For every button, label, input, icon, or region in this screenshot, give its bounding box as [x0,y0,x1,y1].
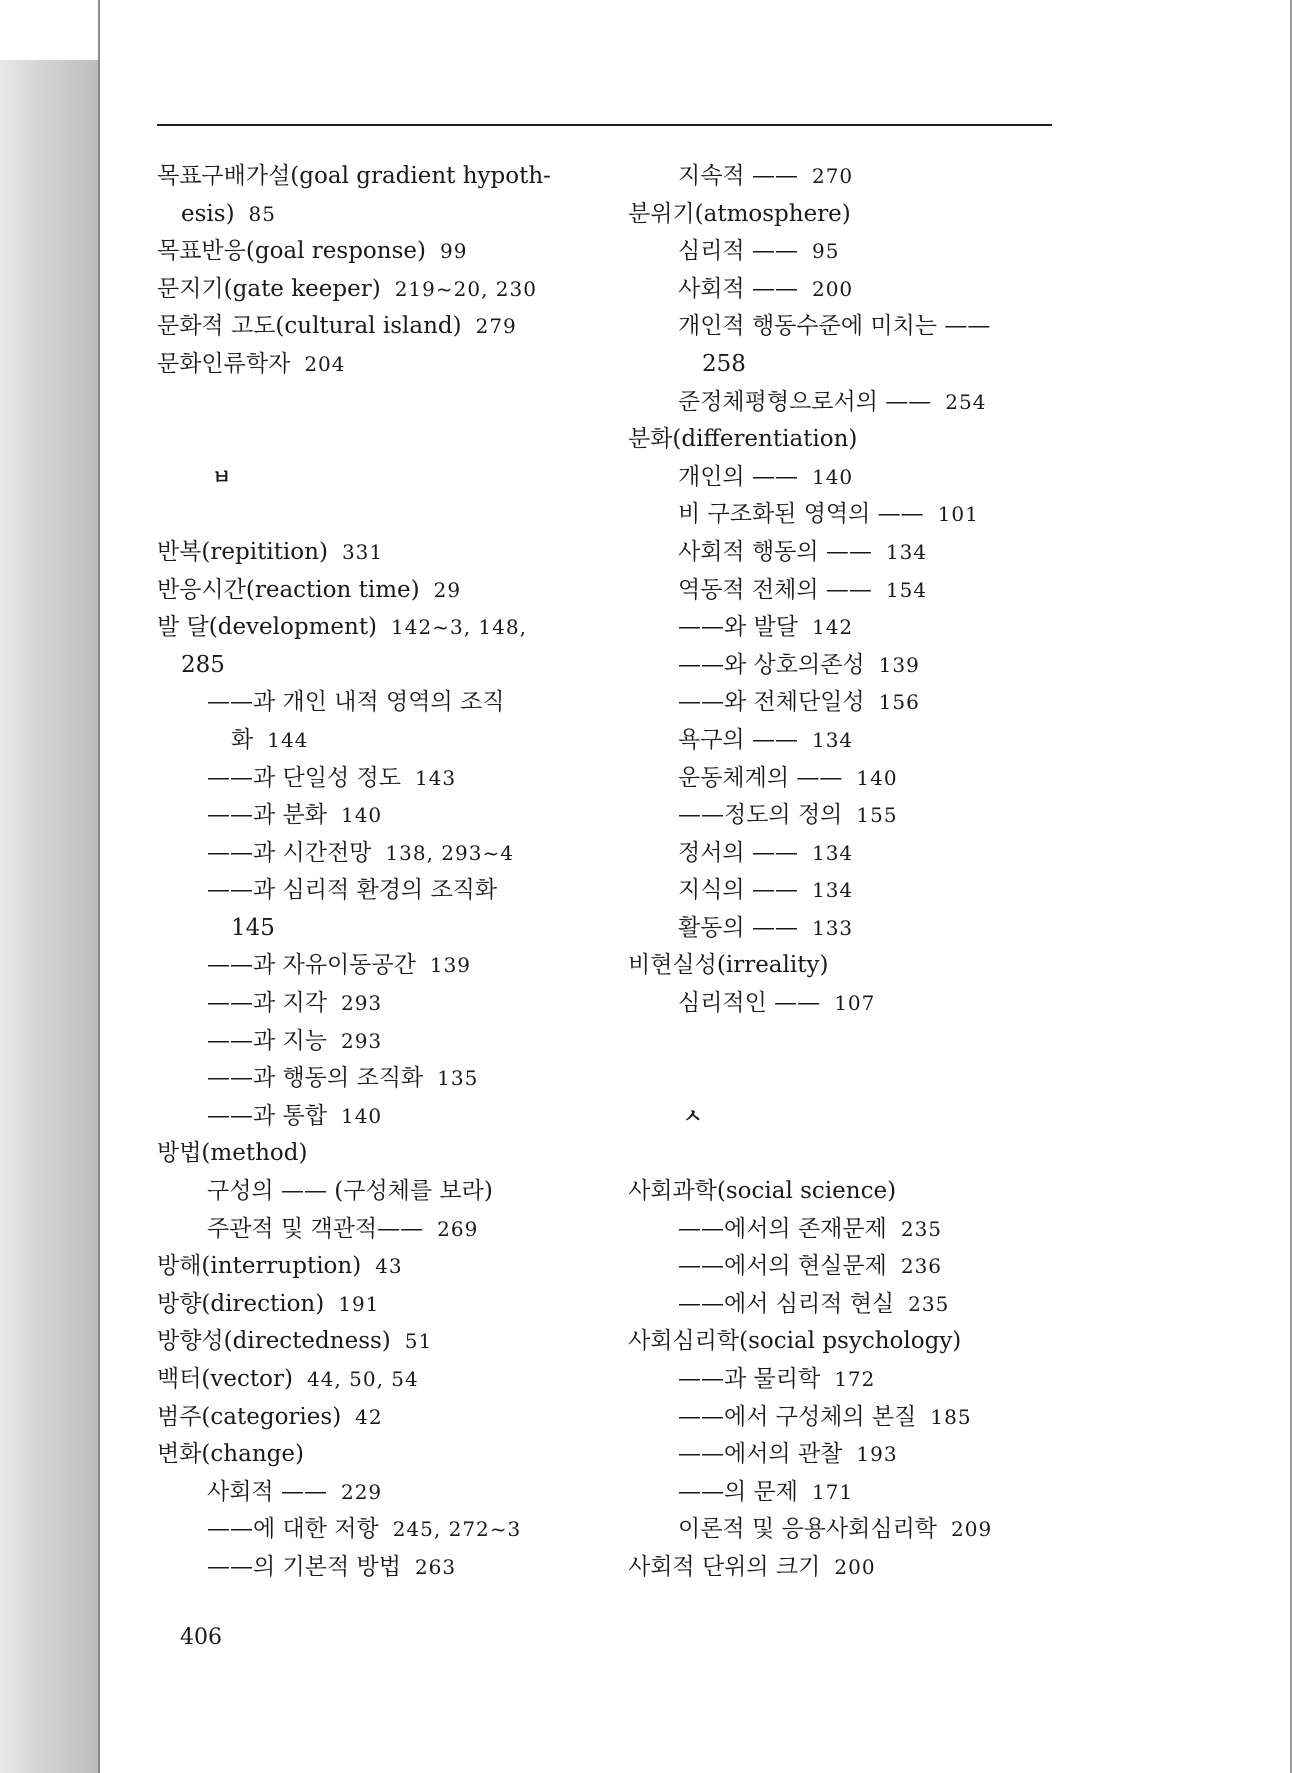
entry-term: 반응시간(reaction time) [157,576,420,603]
entry-page-refs: 209 [951,1517,993,1542]
entry-term: 개인의 —— [678,463,798,490]
entry-page-refs: 263 [414,1554,457,1579]
index-entry [157,872,617,910]
entry-page-refs: 331 [341,539,384,564]
entry-page-refs: 85 [248,201,276,226]
index-entry [628,1211,1088,1249]
index-entry [628,835,1088,873]
index-entry [157,1474,617,1512]
entry-page-refs: 142~3, 148, [391,615,527,640]
entry-page-refs: 95 [811,239,840,264]
index-entry [628,1361,1088,1399]
index-entry [157,1286,617,1324]
index-entry [157,1436,617,1474]
entry-page-refs: 51 [404,1329,433,1354]
index-entry [628,1436,1088,1474]
entry-page-refs: 270 [811,164,854,188]
entry-term: 방향(direction) [157,1290,325,1317]
entry-term: 방법(method) [157,1140,308,1167]
blank-line [628,1135,1088,1173]
index-entry [157,910,617,948]
page-number: 406 [180,1625,222,1650]
section-heading [628,1098,1088,1136]
entry-term: 심리적인 —— [678,990,821,1017]
entry-term: 활동의 —— [678,914,798,941]
index-entry [157,760,617,798]
entry-term: ——과 심리적 환경의 조직화 [207,877,498,904]
entry-term: 비 구조화된 영역의 —— [678,501,924,528]
index-entry [628,1286,1088,1324]
entry-term: ——과 행동의 조직화 [207,1065,424,1092]
entry-term: 변화(change) [157,1441,304,1468]
entry-term: 반복(repitition) [157,538,328,565]
index-entry [157,609,617,647]
entry-page-refs: 172 [834,1367,876,1391]
index-entry [628,647,1088,685]
blank-line [157,496,617,534]
blank-line [157,421,617,459]
index-entry [157,233,617,271]
index-entry [157,1060,617,1098]
entry-page-refs: 134 [885,539,928,564]
index-entry [628,1474,1088,1512]
entry-page-refs: 134 [811,727,854,752]
index-entry [628,196,1088,234]
entry-term: 목표구배가설(goal gradient hypoth- [157,163,551,189]
entry-term: ——에서의 관찰 [678,1441,843,1468]
entry-term: ——에서 구성체의 본질 [678,1403,917,1430]
index-entry [157,835,617,873]
index-entry [628,760,1088,798]
entry-page-refs: 245, 272~3 [392,1517,522,1542]
entry-term: esis) [181,200,235,227]
entry-term: 문화적 고도(cultural island) [157,313,462,340]
index-entry [628,233,1088,271]
entry-term: 사회과학(social science) [628,1178,897,1205]
entry-term: 방향성(directedness) [157,1328,391,1355]
index-entry [157,158,617,196]
entry-page-refs: 43 [375,1254,403,1279]
entry-page-refs: 44, 50, 54 [306,1367,419,1391]
entry-page-refs: 191 [338,1291,380,1316]
index-entry [628,947,1088,985]
index-entry [628,346,1088,384]
index-entry [157,308,617,346]
index-entry [628,684,1088,722]
entry-page-refs: 144 [267,727,309,752]
entry-page-refs: 156 [878,690,920,715]
entry-term: 정서의 —— [678,839,798,866]
index-entry [157,797,617,835]
entry-page-refs: 235 [900,1216,943,1241]
entry-term: ——과 자유이동공간 [207,952,416,979]
index-entry-continuation [157,647,617,685]
index-entry [157,1549,617,1587]
entry-term: ——와 발달 [678,614,798,641]
entry-term: 운동체계의 —— [678,764,843,791]
index-column-left [157,158,617,1587]
index-entry [628,384,1088,422]
index-entry [157,722,617,760]
entry-term: ——의 문제 [678,1478,798,1505]
index-entry [157,346,617,384]
index-entry [628,910,1088,948]
entry-page-refs: 219~20, 230 [394,276,537,301]
entry-term: 258 [702,350,746,377]
index-entry [628,158,1088,196]
entry-page-refs: 293 [340,1028,383,1053]
entry-term: ——과 개인 내적 영역의 조직 [207,689,505,716]
entry-page-refs: 133 [811,915,854,940]
entry-term: ——과 물리학 [678,1366,821,1392]
entry-page-refs: 154 [885,577,928,602]
index-entry [628,872,1088,910]
index-entry [157,1211,617,1249]
entry-page-refs: 200 [834,1554,876,1579]
entry-page-refs: 134 [811,840,854,865]
index-entry [628,459,1088,497]
entry-page-refs: 235 [908,1291,950,1316]
entry-term: ——정도의 정의 [678,802,843,829]
entry-page-refs: 42 [355,1404,383,1429]
entry-page-refs: 140 [856,765,898,790]
entry-term: 백터(vector) [157,1366,293,1392]
book-spine [0,0,100,1773]
entry-term: ——에서의 존재문제 [678,1215,887,1242]
entry-term: 문화인류학자 [157,350,291,377]
entry-page-refs: 143 [414,765,457,790]
entry-page-refs: 279 [475,314,517,339]
entry-page-refs: 229 [340,1479,383,1504]
header-rule [157,124,1052,126]
entry-page-refs: 200 [811,276,854,301]
entry-page-refs: 138, 293~4 [385,840,514,865]
entry-term: 분위기(atmosphere) [628,200,851,227]
blank-line [157,384,617,422]
index-entry [157,1361,617,1399]
entry-term: 사회심리학(social psychology) [628,1328,962,1355]
entry-term: ——와 전체단일성 [678,689,865,716]
index-entry [628,985,1088,1023]
index-entry [157,1023,617,1061]
entry-page-refs: 140 [811,464,854,489]
index-entry [628,1399,1088,1437]
entry-term: ——에 대한 저항 [207,1516,379,1543]
entry-term: 방해(interruption) [157,1253,362,1280]
index-entry [157,1511,617,1549]
entry-page-refs: 134 [811,878,854,903]
index-entry [628,609,1088,647]
entry-page-refs: 236 [900,1254,943,1279]
entry-page-refs: 139 [878,652,920,677]
index-entry [628,722,1088,760]
entry-term: 구성의 —— (구성체를 보라) [207,1178,493,1205]
index-entry-continuation [157,196,617,234]
entry-term: 사회적 행동의 —— [678,538,872,565]
entry-term: 역동적 전체의 —— [678,576,872,603]
section-heading [157,459,617,497]
index-entry [157,684,617,722]
entry-page-refs: 140 [340,1103,383,1128]
entry-term: 욕구의 —— [678,726,798,753]
entry-term: ——과 시간전망 [207,839,372,866]
entry-term: 목표반응(goal response) [157,238,426,265]
index-entry [628,1549,1088,1587]
index-entry [628,1323,1088,1361]
entry-term: ——과 단일성 정도 [207,764,401,791]
entry-page-refs: 293 [340,991,383,1016]
entry-term: 285 [181,651,225,678]
entry-page-refs: 269 [437,1216,479,1241]
entry-term: 사회적 단위의 크기 [628,1553,821,1580]
entry-term: 이론적 및 응용사회심리학 [678,1516,938,1543]
index-entry [628,271,1088,309]
index-entry [628,797,1088,835]
index-entry [157,534,617,572]
entry-page-refs: 155 [856,803,898,828]
index-column-right [628,158,1088,1587]
entry-term: 145 [231,914,275,941]
entry-term: 발 달(development) [157,614,378,641]
entry-term: 지식의 —— [678,877,798,904]
index-entry [157,1098,617,1136]
index-entry [157,1323,617,1361]
entry-term: 개인적 행동수준에 미치는 —— [678,313,991,340]
index-entry [628,496,1088,534]
entry-page-refs: 204 [304,351,346,376]
entry-term: 심리적 —— [678,238,798,265]
entry-term: 화 [231,726,254,753]
index-entry [628,1173,1088,1211]
index-entry [628,1511,1088,1549]
entry-term: ——의 기본적 방법 [207,1553,401,1580]
entry-term: 범주(categories) [157,1403,342,1430]
index-entry [157,947,617,985]
index-entry [628,421,1088,459]
index-entry [157,1399,617,1437]
section-letter: ㅂ [212,464,232,489]
index-entry [157,1135,617,1173]
entry-page-refs: 101 [937,502,979,527]
index-entry [157,1248,617,1286]
blank-line [628,1060,1088,1098]
book-top-corner [0,0,100,60]
blank-line [628,1023,1088,1061]
entry-page-refs: 29 [433,577,462,602]
entry-term: ——에서 심리적 현실 [678,1290,895,1317]
entry-term: ——과 지능 [207,1027,327,1054]
entry-term: ——과 통합 [207,1102,327,1129]
entry-page-refs: 140 [340,803,383,828]
entry-term: ——에서의 현실문제 [678,1253,887,1280]
section-letter: ㅅ [683,1103,703,1128]
entry-page-refs: 254 [945,389,987,414]
index-entry [157,985,617,1023]
index-entry [157,1173,617,1211]
entry-term: 문지기(gate keeper) [157,275,381,302]
entry-term: ——과 지각 [207,990,327,1017]
entry-term: 비현실성(irreality) [628,952,829,979]
index-entry [628,534,1088,572]
index-entry [157,572,617,610]
index-entry [628,572,1088,610]
entry-term: 주관적 및 객관적—— [207,1215,424,1242]
entry-page-refs: 193 [856,1442,898,1467]
entry-term: 지속적 —— [678,163,798,189]
entry-term: ——와 상호의존성 [678,651,865,678]
entry-page-refs: 139 [429,953,472,978]
entry-term: 준정체평형으로서의 —— [678,388,932,415]
index-entry [628,308,1088,346]
entry-term: 사회적 —— [207,1478,327,1505]
entry-page-refs: 107 [834,991,876,1016]
entry-term: 사회적 —— [678,275,798,302]
entry-term: 분화(differentiation) [628,426,858,453]
entry-page-refs: 185 [930,1404,972,1429]
entry-page-refs: 99 [439,239,468,264]
entry-page-refs: 142 [811,615,854,640]
index-entry [157,271,617,309]
entry-page-refs: 171 [811,1479,854,1504]
entry-term: ——과 분화 [207,802,327,829]
index-entry [628,1248,1088,1286]
entry-page-refs: 135 [437,1066,479,1091]
